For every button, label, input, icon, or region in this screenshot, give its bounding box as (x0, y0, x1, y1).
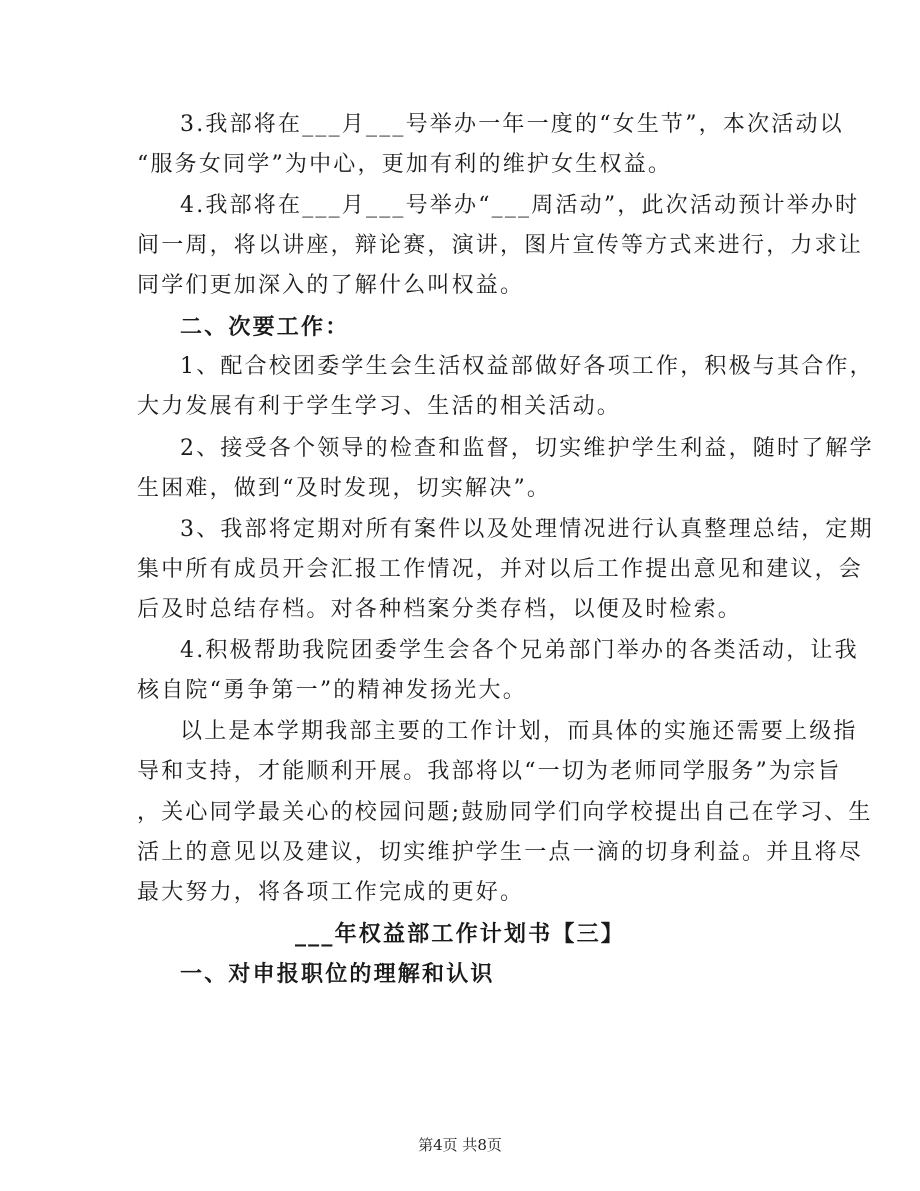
paragraph-3-line-2: “服务女同学”为中心，更加有利的维护女生权益。 (137, 152, 673, 177)
item-3-line-1: 3、我部将定期对所有案件以及处理情况进行认真整理总结，定期 (180, 517, 874, 542)
summary-line-5: 最大努力，将各项工作完成的更好。 (137, 880, 525, 905)
subheading: 一、对申报职位的理解和认识 (180, 961, 495, 987)
paragraph-4-line-1: 4.我部将在___月___号举办“___周活动”，此次活动预计举办时 (180, 193, 860, 218)
summary-line-3: ，关心同学最关心的校园问题;鼓励同学们向学校提出自己在学习、生 (137, 800, 873, 825)
summary-line-1: 以上是本学期我部主要的工作计划，而具体的实施还需要上级指 (180, 719, 858, 744)
heading-secondary-work: 二、次要工作： (180, 314, 350, 340)
paragraph-3-line-1: 3.我部将在___月___号举办一年一度的“女生节”，本次活动以 (180, 112, 844, 137)
paragraph-4-line-2: 间一周，将以讲座，辩论赛，演讲，图片宣传等方式来进行，力求让 (137, 233, 864, 258)
summary-line-2: 导和支持，才能顺利开展。我部将以“一切为老师同学服务”为宗旨 (137, 759, 842, 784)
item-2-line-1: 2、接受各个领导的检查和监督，切实维护学生利益，随时了解学 (180, 436, 874, 461)
item-3-line-2: 集中所有成员开会汇报工作情况，并对以后工作提出意见和建议，会 (137, 557, 864, 582)
summary-line-4: 活上的意见以及建议，切实维护学生一点一滴的切身利益。并且将尽 (137, 840, 864, 865)
section-title: ___年权益部工作计划书【三】 (294, 921, 625, 947)
item-1-line-2: 大力发展有利于学生学习、生活的相关活动。 (137, 394, 622, 419)
item-3-line-3: 后及时总结存档。对各种档案分类存档，以便及时检索。 (137, 597, 743, 622)
page-number: 第4页 共8页 (418, 1136, 502, 1154)
item-1-line-1: 1、配合校团委学生会生活权益部做好各项工作，积极与其合作， (180, 354, 874, 379)
item-4-line-1: 4.积极帮助我院团委学生会各个兄弟部门举办的各类活动，让我 (180, 638, 859, 663)
item-4-line-2: 核自院“勇争第一”的精神发扬光大。 (137, 678, 527, 703)
paragraph-4-line-3: 同学们更加深入的了解什么叫权益。 (137, 273, 525, 298)
item-2-line-2: 生困难，做到“及时发现，切实解决”。 (137, 476, 552, 501)
